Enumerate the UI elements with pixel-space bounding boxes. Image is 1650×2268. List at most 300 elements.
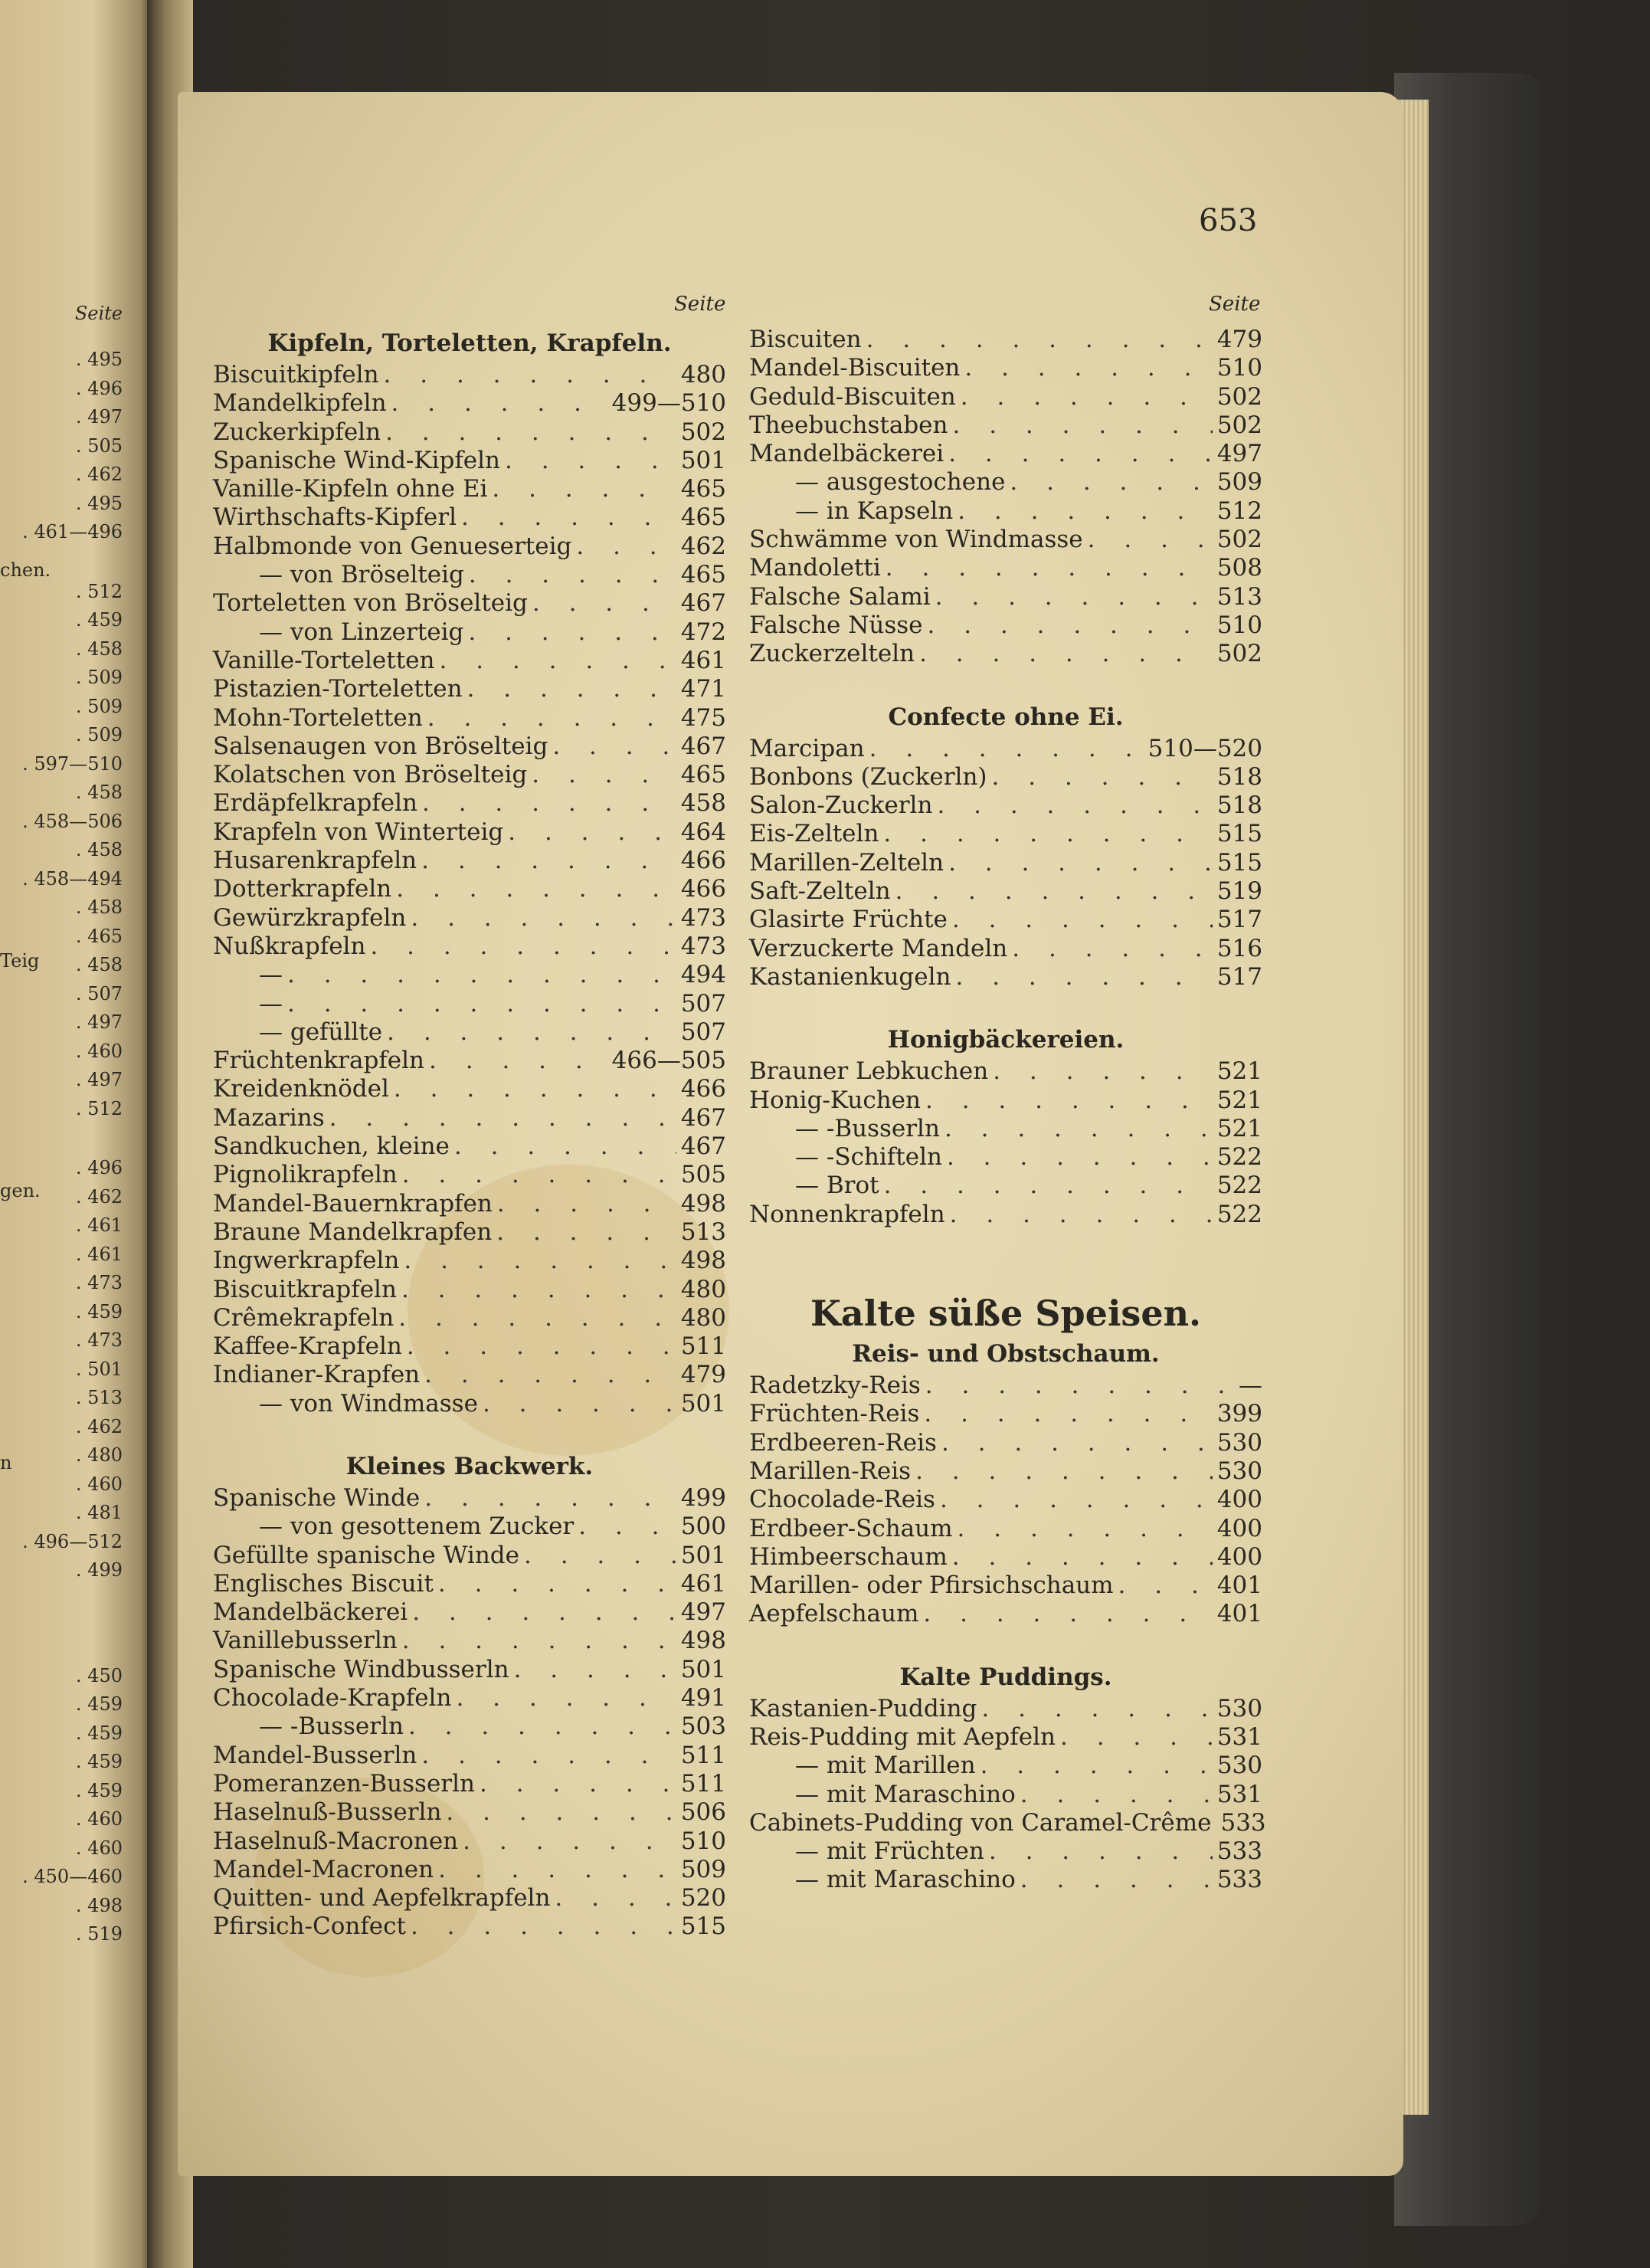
entry-name: Marillen-Zelteln <box>749 848 944 877</box>
index-entry <box>213 1798 726 1827</box>
entry-page: 480 <box>680 1275 726 1303</box>
entry-name: Kolatschen von Bröselteig <box>213 761 528 789</box>
entry-page: 497 <box>680 1598 726 1627</box>
index-entry <box>213 733 726 761</box>
leader-dots <box>397 1276 676 1304</box>
index-entry <box>213 1132 726 1161</box>
entry-name: Torteletten von Bröselteig <box>213 589 528 618</box>
entry-page: 467 <box>680 589 726 618</box>
index-entry <box>213 761 726 789</box>
index-entry <box>749 1201 1262 1229</box>
entry-name: Gefüllte spanische Winde <box>213 1541 519 1569</box>
entry-name: — von Bröselteig <box>259 561 464 589</box>
entry-page: 464 <box>680 818 726 846</box>
left-page-number: . 458 <box>75 896 123 918</box>
leader-dots <box>574 1513 676 1541</box>
left-page-number: . 462 <box>75 1185 123 1208</box>
index-entry <box>749 906 1262 934</box>
entry-name: Vanille-Kipfeln ohne Ei <box>213 475 488 503</box>
entry-page: 467 <box>680 732 726 760</box>
entry-page: 511 <box>680 1769 726 1798</box>
leader-dots <box>940 1115 1213 1143</box>
entry-name: Nußkrapfeln <box>213 932 366 960</box>
entry-page: 513 <box>680 1218 726 1246</box>
index-entry <box>213 1656 726 1684</box>
index-entry <box>749 1752 1262 1780</box>
index-entry <box>213 1247 726 1275</box>
leader-dots <box>1005 468 1212 497</box>
leader-dots <box>932 792 1212 820</box>
index-entry <box>213 1684 726 1712</box>
section-gap <box>213 1418 726 1449</box>
left-page-number: . 513 <box>75 1387 123 1408</box>
entry-name: Wirthschafts-Kipferl <box>213 503 457 532</box>
entry-name: — <box>259 961 283 989</box>
left-page-text-fragment: n <box>0 1452 12 1473</box>
leader-dots <box>458 1827 676 1856</box>
index-entry <box>213 847 726 875</box>
entry-page: 466 <box>680 847 726 875</box>
leader-dots <box>451 1684 676 1712</box>
entry-name: Verzuckerte Mandeln <box>749 934 1008 962</box>
index-entry <box>749 935 1262 963</box>
leader-dots <box>919 1400 1212 1428</box>
entry-name: Indianer-Krapfen <box>213 1361 421 1389</box>
entry-name: Vanillebusserln <box>213 1627 398 1655</box>
leader-dots <box>423 704 676 733</box>
index-entry <box>749 1143 1262 1172</box>
entry-page: 518 <box>1216 762 1262 791</box>
leader-dots <box>399 1247 676 1275</box>
left-seite-label: Seite <box>74 303 123 324</box>
index-entry <box>213 1161 726 1189</box>
leader-dots <box>987 763 1213 792</box>
entry-name: Dotterkrapfeln <box>213 875 392 903</box>
entry-page: 472 <box>680 618 726 646</box>
section-heading: Confecte ohne Ei. <box>888 703 1124 731</box>
entry-name: Pignolikrapfeln <box>213 1161 398 1189</box>
entry-page: 533 <box>1220 1808 1266 1837</box>
entry-page: 467 <box>680 1132 726 1161</box>
entry-page: 498 <box>680 1189 726 1218</box>
index-entry <box>213 1047 726 1075</box>
left-page-number: . 509 <box>75 667 123 688</box>
index-entry <box>749 583 1262 611</box>
entry-name: Vanille-Torteletten <box>213 646 435 674</box>
section-heading: Honigbäckereien. <box>887 1026 1125 1054</box>
entry-page: 508 <box>1216 554 1262 582</box>
leader-dots <box>951 963 1213 991</box>
index-entry <box>213 647 726 675</box>
leader-dots <box>500 447 676 475</box>
index-entry <box>213 1542 726 1570</box>
index-entry <box>749 1486 1262 1514</box>
entry-page: 461 <box>680 1569 726 1598</box>
left-page-number: . 458 <box>75 782 123 803</box>
index-entry <box>213 1075 726 1103</box>
entry-page: 517 <box>1216 962 1262 991</box>
leader-dots <box>865 735 1144 763</box>
entry-name: Mandoletti <box>749 554 881 582</box>
index-entry <box>213 1513 726 1541</box>
entry-page: 502 <box>1216 640 1262 668</box>
leader-dots <box>944 849 1213 877</box>
leader-dots <box>509 1656 676 1684</box>
entry-page: 458 <box>680 789 726 818</box>
index-entry <box>749 468 1262 497</box>
entry-name: Gewürzkrapfeln <box>213 903 407 932</box>
index-entry <box>749 1115 1262 1143</box>
leader-dots <box>945 1201 1213 1229</box>
entry-name: Salon-Zuckerln <box>749 792 933 820</box>
entry-page: 517 <box>1216 906 1262 934</box>
entry-name: Braune Mandelkrapfen <box>213 1218 493 1246</box>
index-entry <box>749 640 1262 668</box>
page-number: 653 <box>1199 203 1258 238</box>
left-page-number: . 459 <box>75 1300 123 1322</box>
entry-name: — gefüllte <box>259 1018 383 1046</box>
leader-dots <box>389 1075 676 1103</box>
index-entry <box>213 932 726 961</box>
entry-page: 466 <box>680 1075 726 1103</box>
index-entry <box>749 877 1262 906</box>
entry-page: 501 <box>680 446 726 474</box>
index-entry <box>749 526 1262 554</box>
entry-page: 502 <box>680 418 726 446</box>
index-entry <box>749 792 1262 820</box>
left-page-number: . 495 <box>75 492 123 514</box>
left-page-number: . 459 <box>75 1693 123 1715</box>
entry-page: 530 <box>1216 1457 1262 1485</box>
index-entry <box>213 1884 726 1912</box>
leader-dots <box>879 1172 1213 1200</box>
left-page-number: . 507 <box>75 982 123 1005</box>
index-entry <box>213 1570 726 1598</box>
index-entry <box>749 1400 1262 1428</box>
entry-name: — mit Maraschino <box>795 1866 1016 1894</box>
index-entry <box>213 818 726 847</box>
entry-page: 507 <box>680 1018 726 1046</box>
entry-page: 515 <box>680 1912 726 1941</box>
leader-dots <box>487 475 676 503</box>
index-entry <box>213 675 726 703</box>
entry-page: 522 <box>1216 1143 1262 1172</box>
leader-dots <box>283 990 676 1018</box>
leader-dots <box>948 411 1212 440</box>
left-page-number: . 512 <box>75 1097 123 1119</box>
entry-name: — -Schifteln <box>795 1143 942 1172</box>
entry-page: 521 <box>1216 1057 1262 1086</box>
entry-name: Haselnuß-Macronen <box>213 1827 459 1855</box>
index-entry <box>213 618 726 647</box>
entry-page: 506 <box>680 1798 726 1827</box>
left-page-number: . 458—506 <box>22 810 123 832</box>
leader-dots <box>424 1047 607 1075</box>
index-entry <box>213 904 726 932</box>
leader-dots <box>862 326 1213 354</box>
entry-name: — <box>259 989 283 1018</box>
leader-dots <box>382 1018 676 1047</box>
entry-page: 498 <box>680 1247 726 1275</box>
entry-name: Erdbeeren-Reis <box>749 1428 937 1457</box>
leader-dots <box>493 1190 676 1218</box>
section-gap <box>749 1229 1262 1260</box>
entry-page: 509 <box>1216 468 1262 497</box>
entry-name: Kreidenknödel <box>213 1075 389 1103</box>
left-page-number: . 458 <box>75 637 123 660</box>
entry-page: 531 <box>1216 1780 1262 1808</box>
left-page-number: . 497 <box>75 1069 123 1090</box>
index-entry <box>749 1457 1262 1486</box>
index-entry <box>213 503 726 532</box>
left-page-number: . 497 <box>75 406 123 428</box>
entry-name: Saft-Zelteln <box>749 877 891 906</box>
leader-dots <box>420 1484 676 1513</box>
leader-dots <box>527 761 676 789</box>
entry-name: Sandkuchen, kleine <box>213 1132 450 1161</box>
entry-page: 511 <box>680 1332 726 1361</box>
leader-dots <box>918 1600 1212 1628</box>
leader-dots <box>417 847 676 875</box>
entry-page: 511 <box>680 1741 726 1769</box>
leader-dots <box>365 932 676 961</box>
entry-name: Pfirsich-Confect <box>213 1912 406 1941</box>
entry-name: Spanische Windbusserln <box>213 1655 509 1683</box>
leader-dots <box>450 1132 676 1161</box>
entry-name: Husarenkrapfeln <box>213 847 417 875</box>
leader-dots <box>956 383 1213 411</box>
leader-dots <box>457 503 676 532</box>
entry-name: Honig-Kuchen <box>749 1086 921 1114</box>
left-page-number: . 459 <box>75 1779 123 1801</box>
index-column-left <box>213 326 726 1942</box>
index-entry <box>213 990 726 1018</box>
index-entry <box>749 1086 1262 1115</box>
entry-page: 499—510 <box>611 389 726 418</box>
leader-dots <box>891 877 1213 906</box>
leader-dots <box>944 440 1213 468</box>
entry-name: Halbmonde von Genueserteig <box>213 532 572 560</box>
entry-name: — in Kapseln <box>795 497 954 525</box>
leader-dots <box>921 1372 1234 1400</box>
entry-name: Früchtenkrapfeln <box>213 1047 425 1075</box>
index-entry <box>749 1543 1262 1572</box>
entry-page: 479 <box>1216 326 1262 353</box>
left-page-number: . 497 <box>75 1011 123 1033</box>
seite-label-left: Seite <box>674 293 726 316</box>
index-entry <box>749 735 1262 763</box>
index-entry <box>213 561 726 589</box>
entry-name: — mit Maraschino <box>795 1780 1016 1808</box>
leader-dots <box>988 1057 1213 1086</box>
entry-page: 467 <box>680 1103 726 1132</box>
left-page-number: . 461 <box>75 1214 123 1236</box>
left-page-number: . 496 <box>75 377 123 399</box>
entry-page: 466 <box>680 875 726 903</box>
entry-name: Bonbons (Zuckerln) <box>749 762 987 791</box>
left-page-number: . 501 <box>75 1358 123 1380</box>
index-entry <box>749 611 1262 640</box>
entry-name: Mazarins <box>213 1103 325 1132</box>
index-entry <box>213 789 726 818</box>
leader-dots <box>417 1742 676 1770</box>
entry-name: Falsche Nüsse <box>749 611 923 639</box>
index-entry <box>213 1912 726 1941</box>
index-column-right <box>749 326 1266 1895</box>
entry-name: Früchten-Reis <box>749 1400 920 1428</box>
entry-page: 480 <box>680 361 726 388</box>
entry-page: 498 <box>680 1627 726 1655</box>
leader-dots <box>923 611 1213 640</box>
entry-name: — mit Früchten <box>795 1837 984 1866</box>
entry-name: Marillen-Reis <box>749 1457 912 1485</box>
leader-dots <box>1016 1866 1213 1894</box>
left-page-number: . 505 <box>75 434 123 457</box>
index-entry <box>213 1276 726 1304</box>
leader-dots <box>519 1542 676 1570</box>
entry-name: Ingwerkrapfeln <box>213 1247 400 1275</box>
entry-page: 503 <box>680 1712 726 1741</box>
index-entry <box>213 1218 726 1247</box>
index-entry <box>213 1104 726 1132</box>
entry-name: Englisches Biscuit <box>213 1569 434 1598</box>
left-page-number: . 458 <box>75 954 123 975</box>
index-entry <box>749 1372 1262 1400</box>
index-entry <box>213 1018 726 1047</box>
entry-page: 530 <box>1216 1694 1262 1722</box>
entry-page: — <box>1239 1372 1262 1400</box>
entry-name: Radetzky-Reis <box>749 1372 921 1400</box>
left-page-text-fragment: Teig <box>0 950 40 972</box>
index-entry <box>749 1172 1262 1200</box>
left-page-number: . 458—494 <box>22 867 123 890</box>
entry-page: 461 <box>680 646 726 674</box>
entry-page: 399 <box>1216 1400 1262 1428</box>
entry-page: 507 <box>680 989 726 1018</box>
left-page-number: . 597—510 <box>22 752 123 775</box>
entry-page: 465 <box>680 503 726 532</box>
leader-dots <box>960 354 1212 382</box>
entry-page: 502 <box>1216 382 1262 411</box>
entry-name: Erdbeer-Schaum <box>749 1514 953 1542</box>
leader-dots <box>406 1912 676 1941</box>
left-page-text-fragment: chen. <box>0 559 51 581</box>
entry-page: 521 <box>1216 1086 1262 1114</box>
leader-dots <box>984 1837 1213 1866</box>
leader-dots <box>434 1570 676 1598</box>
section-gap <box>749 1629 1262 1660</box>
entry-name: Cabinets-Pudding von Caramel-Crême <box>749 1808 1212 1837</box>
index-entry <box>749 1057 1262 1086</box>
entry-page: 522 <box>1216 1172 1262 1200</box>
entry-page: 530 <box>1216 1428 1262 1457</box>
index-entry <box>749 1837 1262 1866</box>
entry-page: 400 <box>1216 1486 1262 1514</box>
entry-page: 491 <box>680 1684 726 1712</box>
left-page-number: . 459 <box>75 1751 123 1772</box>
entry-name: Kaffee-Krapfeln <box>213 1332 402 1361</box>
left-page-number: . 450 <box>75 1664 123 1686</box>
leader-dots <box>948 906 1213 934</box>
entry-page: 465 <box>680 475 726 503</box>
entry-page: 510 <box>1216 354 1262 382</box>
entry-name: Biscuitkipfeln <box>213 361 379 388</box>
entry-page: 533 <box>1216 1866 1262 1894</box>
index-entry <box>213 1742 726 1770</box>
entry-name: Quitten- und Aepfelkrapfeln <box>213 1884 551 1912</box>
entry-name: Schwämme von Windmasse <box>749 526 1083 554</box>
leader-dots <box>977 1695 1212 1723</box>
left-page-number: . 480 <box>75 1444 123 1466</box>
index-entry <box>749 849 1262 877</box>
entry-name: Haselnuß-Busserln <box>213 1798 442 1827</box>
index-entry <box>213 1484 726 1513</box>
entry-page: 471 <box>680 675 726 703</box>
left-page-number: . 450—460 <box>22 1866 123 1887</box>
entry-page: 510 <box>1216 611 1262 639</box>
section-gap <box>749 1260 1262 1290</box>
index-entry <box>213 475 726 503</box>
entry-page: 400 <box>1216 1542 1262 1571</box>
left-page-number: . 462 <box>75 464 123 485</box>
entry-page: 531 <box>1216 1722 1262 1751</box>
index-entry <box>749 1572 1262 1600</box>
leader-dots <box>1083 526 1213 554</box>
entry-page: 480 <box>680 1303 726 1332</box>
index-entry <box>213 875 726 903</box>
leader-dots <box>408 1598 676 1627</box>
section-heading: Kalte süße Speisen. <box>810 1293 1202 1335</box>
entry-page: 501 <box>680 1389 726 1418</box>
section-gap <box>749 991 1262 1022</box>
left-page-text-fragment: gen. <box>0 1180 41 1201</box>
index-entry <box>749 1515 1262 1543</box>
entry-page: 400 <box>1216 1514 1262 1542</box>
entry-page: 502 <box>1216 411 1262 439</box>
left-page-number: . 465 <box>75 925 123 947</box>
index-entry <box>749 326 1262 354</box>
left-page-number: . 461 <box>75 1243 123 1265</box>
entry-name: Glasirte Früchte <box>749 906 948 934</box>
entry-name: Chocolade-Reis <box>749 1486 935 1514</box>
leader-dots <box>406 904 676 932</box>
entry-page: 479 <box>680 1361 726 1389</box>
leader-dots <box>1114 1572 1213 1600</box>
entry-name: Mandel-Macronen <box>213 1855 434 1883</box>
entry-name: Theebuchstaben <box>749 411 948 439</box>
entry-page: 518 <box>1216 792 1262 820</box>
index-entry <box>749 963 1262 991</box>
leader-dots <box>1016 1781 1213 1809</box>
left-page-number: . 460 <box>75 1808 123 1830</box>
leader-dots <box>394 1304 676 1332</box>
entry-name: — mit Marillen <box>795 1752 976 1780</box>
entry-page: 502 <box>1216 526 1262 554</box>
entry-name: Nonnenkrapfeln <box>749 1200 945 1228</box>
entry-page: 500 <box>680 1513 726 1541</box>
entry-page: 510—520 <box>1147 734 1262 762</box>
index-entry <box>213 589 726 618</box>
entry-name: Biscuiten <box>749 326 862 353</box>
leader-dots <box>879 820 1212 848</box>
index-entry <box>749 763 1262 792</box>
section-heading: Kalte Puddings. <box>899 1663 1112 1691</box>
entry-page: 509 <box>680 1855 726 1883</box>
index-entry <box>213 533 726 561</box>
entry-name: Spanische Wind-Kipfeln <box>213 446 501 474</box>
entry-name: Pistazien-Torteletten <box>213 675 463 703</box>
index-entry <box>749 1808 1266 1837</box>
